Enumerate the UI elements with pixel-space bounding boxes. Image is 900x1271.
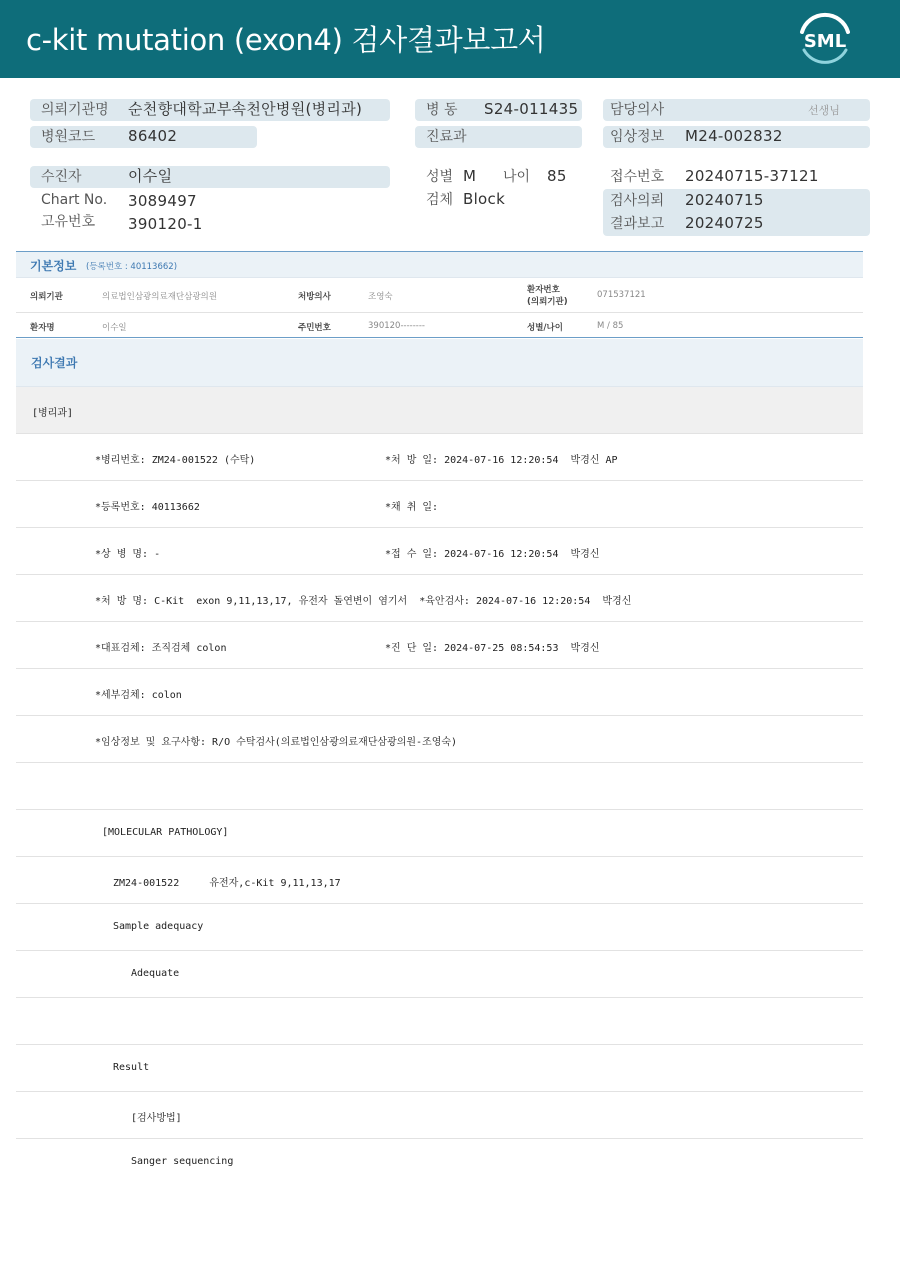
result-label: Result [113, 1062, 150, 1073]
sml-logo [796, 12, 854, 66]
ordering-institution-label: 의뢰기관 [30, 292, 63, 302]
pathology-number: *병리번호: ZM24-001522 (수탁) [95, 455, 256, 466]
receipt-date: *접 수 일: 2024-07-16 12:20:54 박경신 [385, 549, 600, 560]
result-row [16, 481, 863, 528]
request-date-label: 검사의뢰 [610, 193, 665, 209]
basic-info-row [16, 278, 863, 313]
results-title: 검사결과 [31, 356, 78, 370]
sample-adequacy-label: Sample adequacy [113, 921, 204, 932]
doctor-value: 선생님 [808, 104, 840, 117]
result-row [16, 1092, 863, 1139]
prescription-name: *처 방 명: C-Kit exon 9,11,13,17, 유전자 돌연변이 염기서 *육안검사: 2024-07-16 12:20:54 박경신 [95, 596, 632, 607]
result-row [16, 1045, 863, 1092]
institution-value: 순천향대학교부속천안병원(병리과) [128, 100, 363, 118]
collection-date: *채 취 일: [385, 502, 439, 513]
request-date-value: 20240715 [685, 191, 764, 209]
diagnosis-name: *상 병 명: - [95, 549, 161, 560]
prescription-date: *처 방 일: 2024-07-16 12:20:54 박경신 AP [385, 455, 618, 466]
basic-info-table [16, 251, 863, 338]
patient-number-label: 환자번호 [527, 285, 560, 295]
patient-label: 수진자 [41, 169, 82, 185]
patient-number-value: 071537121 [597, 290, 646, 300]
detail-specimen: *세부검체: colon [95, 690, 182, 701]
clinical-requirements: *임상정보 및 요구사항: R/O 수탁검사(의료법인삼광의료재단삼광의원-조영숙) [95, 737, 458, 748]
registration-number-line: *등록번호: 40113662 [95, 502, 200, 513]
clinical-info-value: M24-002832 [685, 127, 783, 145]
patient-box [30, 166, 390, 188]
method-header: [검사방법] [131, 1113, 182, 1124]
sex-age-value: M / 85 [597, 321, 624, 331]
patient-number-sublabel: (의뢰기관) [527, 297, 568, 307]
chart-no-value: 3089497 [128, 192, 197, 210]
resident-number-value: 390120-------- [368, 321, 425, 331]
result-row [16, 763, 863, 810]
patient-name-label: 환자명 [30, 323, 55, 333]
sex-value: M [463, 167, 477, 185]
resident-number-label: 주민번호 [298, 323, 331, 333]
sex-label: 성별 [426, 169, 454, 185]
result-row [16, 810, 863, 857]
report-date-value: 20240725 [685, 214, 764, 232]
result-row [16, 998, 863, 1045]
basic-info-header [16, 251, 863, 278]
age-label: 나이 [503, 169, 531, 185]
sex-age-label: 성별/나이 [527, 323, 563, 333]
result-row [16, 575, 863, 622]
specimen-value: Block [463, 190, 506, 208]
patient-name-value: 이수일 [102, 323, 127, 333]
result-row [16, 716, 863, 763]
result-row [16, 434, 863, 481]
unique-no-label: 고유번호 [41, 214, 96, 230]
basic-info-row [16, 313, 863, 338]
registration-number: (등록번호 : 40113662) [86, 262, 178, 272]
sample-adequacy-value: Adequate [131, 968, 180, 979]
svg-text:SML: SML [803, 31, 847, 52]
institution-label: 의뢰기관명 [41, 102, 109, 118]
report-header [0, 0, 900, 78]
result-row [16, 669, 863, 716]
result-row [16, 387, 863, 434]
receipt-no-label: 접수번호 [610, 169, 665, 185]
prescribing-doctor-label: 처방의사 [298, 292, 331, 302]
specimen-label: 검체 [426, 192, 454, 208]
result-row [16, 857, 863, 904]
ward-label: 병 동 [426, 102, 458, 118]
gene-test-line: ZM24-001522 유전자,c-Kit 9,11,13,17 [113, 878, 341, 889]
patient-value: 이수일 [128, 167, 173, 185]
result-row [16, 904, 863, 951]
department-label: 진료과 [426, 129, 467, 145]
unique-no-value: 390120-1 [128, 215, 203, 233]
basic-info-title: 기본정보 [30, 259, 77, 273]
result-row [16, 951, 863, 998]
result-row [16, 1139, 863, 1186]
report-title: c-kit mutation (exon4) 검사결과보고서 [26, 23, 546, 57]
ordering-institution-value: 의료법인삼광의료재단삼광의원 [102, 292, 217, 302]
receipt-no-value: 20240715-37121 [685, 167, 819, 185]
chart-no-label: Chart No. [41, 192, 108, 208]
department-tag: [병리과] [32, 408, 74, 419]
representative-specimen: *대표검체: 조직검체 colon [95, 643, 227, 654]
clinical-info-label: 임상정보 [610, 129, 665, 145]
results-section [16, 339, 863, 1186]
report-date-label: 결과보고 [610, 216, 665, 232]
result-row [16, 622, 863, 669]
ward-value: S24-011435 [484, 100, 579, 118]
molecular-pathology-header: [MOLECULAR PATHOLOGY] [102, 827, 229, 838]
doctor-label: 담당의사 [610, 102, 665, 118]
diagnosis-date: *진 단 일: 2024-07-25 08:54:53 박경신 [385, 643, 600, 654]
hospital-code-value: 86402 [128, 127, 178, 145]
method-value: Sanger sequencing [131, 1156, 234, 1167]
hospital-code-label: 병원코드 [41, 129, 96, 145]
result-row [16, 528, 863, 575]
prescribing-doctor-value: 조영숙 [368, 292, 393, 302]
age-value: 85 [547, 167, 567, 185]
results-header [16, 339, 863, 387]
